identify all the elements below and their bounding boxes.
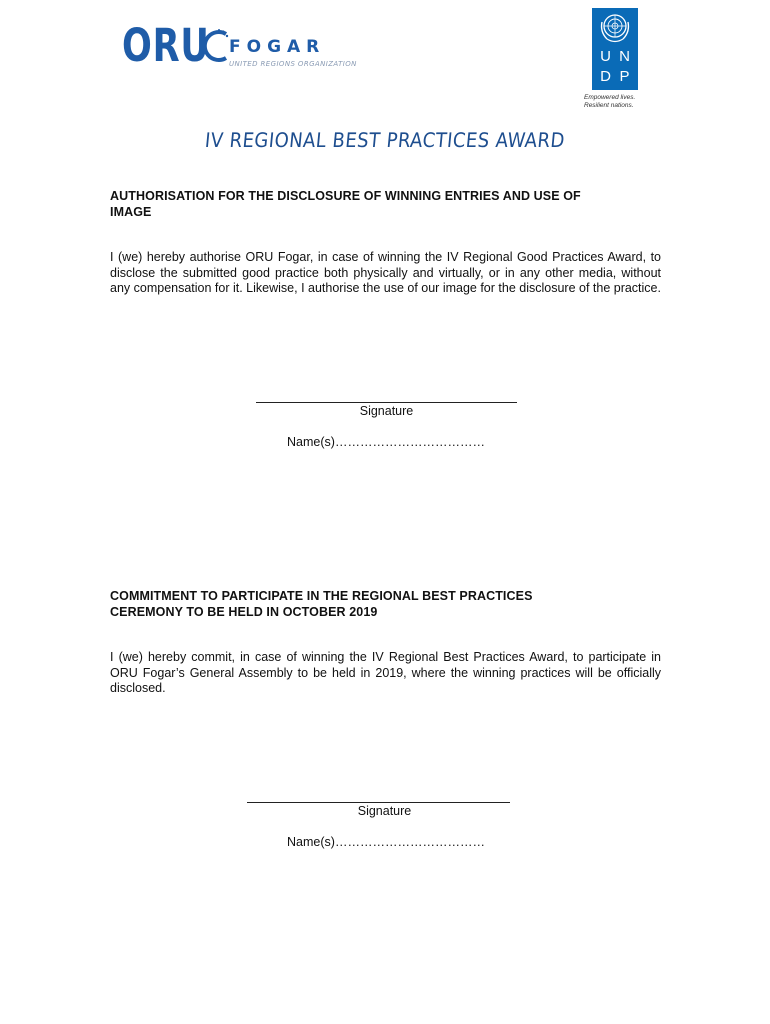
oru-logo-word: ORU: [122, 19, 210, 72]
undp-logo: [592, 8, 638, 90]
section2-heading-line1: COMMITMENT TO PARTICIPATE IN THE REGIONAL BEST PRACTICES: [110, 589, 533, 603]
undp-tagline: [584, 94, 654, 110]
section2-heading-line2: CEREMONY TO BE HELD IN OCTOBER 2019: [110, 605, 378, 619]
section1-heading-line1: AUTHORISATION FOR THE DISCLOSURE OF WINNING ENTRIES AND USE OF: [110, 189, 581, 203]
oru-logo-tagline: UNITED REGIONS ORGANIZATION: [229, 60, 357, 68]
section1-heading-line2: IMAGE: [110, 205, 152, 219]
oru-arc-icon: [200, 28, 230, 64]
undp-tagline-line2: Resilient nations.: [584, 102, 634, 109]
section1-heading: [110, 188, 655, 220]
section1-name-field: Name(s)………………………………: [287, 435, 485, 449]
undp-letter-n: N: [619, 48, 630, 65]
oru-fogar-logo: [122, 18, 357, 72]
un-emblem-icon: [597, 10, 633, 46]
section1-signature-label: Signature: [359, 404, 414, 418]
undp-letter-p: P: [619, 68, 630, 85]
section1-body: I (we) hereby authorise ORU Fogar, in case of winning the IV Regional Good Practices Award, to disclose the submitted good practice both physically and virtually, or in any other media, without any compensation for it. Likewise, I authorise the use of our image for the disclosure of the practice.: [110, 250, 661, 295]
section2-name-field: Name(s)………………………………: [287, 835, 485, 849]
section2-signature-label: Signature: [357, 804, 412, 818]
undp-letter-u: U: [600, 48, 611, 65]
document-title-text: IV REGIONAL BEST PRACTICES AWARD: [203, 128, 567, 152]
section2-heading: [110, 588, 655, 620]
oru-logo-sub: FOGAR: [229, 37, 326, 57]
undp-tagline-line1: Empowered lives.: [584, 94, 636, 101]
section2-body: I (we) hereby commit, in case of winning the IV Regional Best Practices Award, to participate in ORU Fogar’s General Assembly to be held in 2019, where the winning practices will be officially disclosed.: [110, 650, 661, 695]
undp-letter-d: D: [600, 68, 611, 85]
document-title: [0, 128, 770, 152]
